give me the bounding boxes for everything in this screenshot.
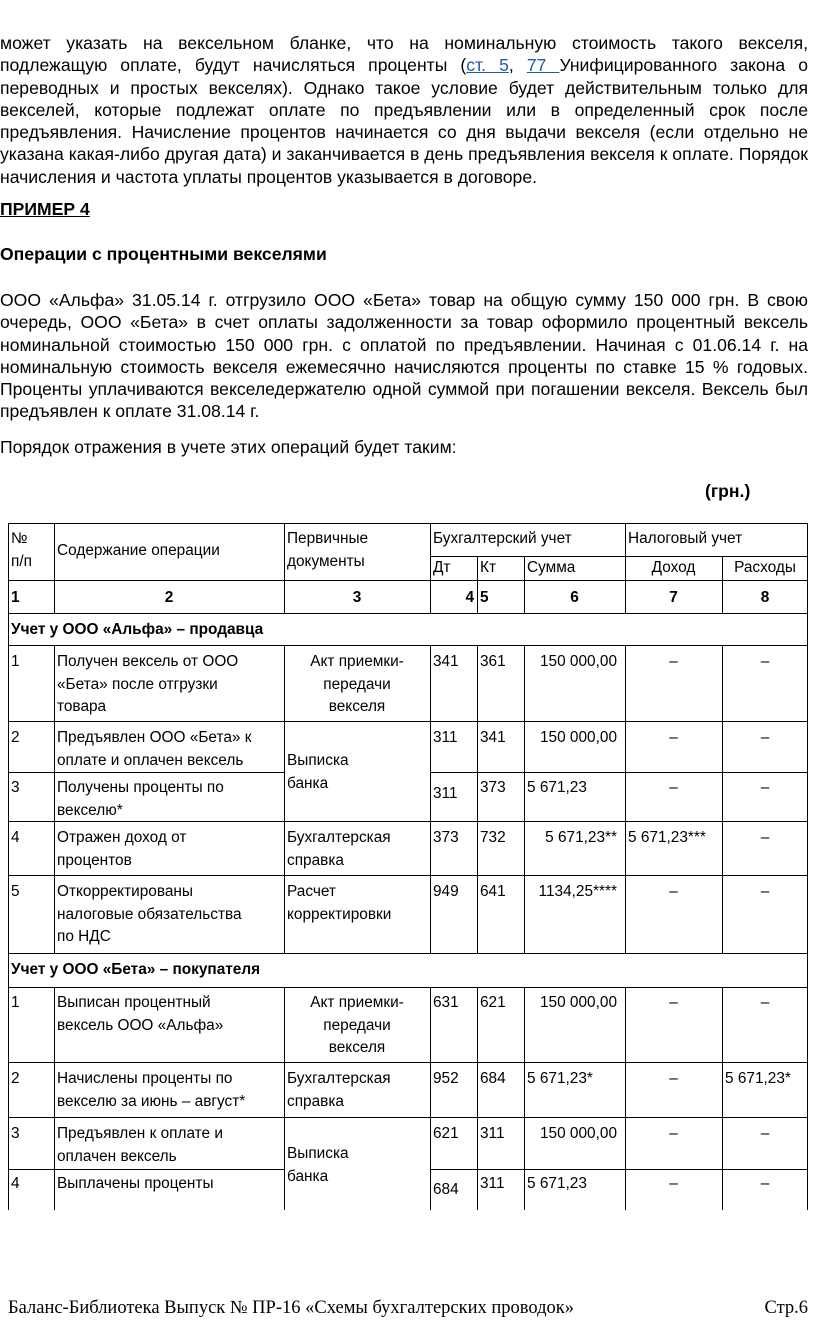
credit-account: 341	[480, 729, 506, 746]
tax-expense: –	[760, 729, 770, 746]
primary-documents: Бухгалтерская справка	[287, 829, 391, 869]
tax-income: –	[669, 1070, 678, 1087]
table-row-num: 4	[11, 829, 20, 846]
amount: 1134,25****	[538, 883, 617, 900]
debit-account: 311	[433, 729, 458, 746]
operation-content: Начислены проценты по векселю за июнь – август*	[57, 1070, 246, 1110]
footer-publication: Баланс-Библиотека Выпуск № ПР-16 «Схемы бухгалтерских проводок»	[8, 1298, 575, 1318]
tax-expense: 5 671,23*	[725, 1070, 791, 1087]
colnum-8: 8	[760, 589, 770, 606]
header-tax: Налоговый учет	[628, 530, 743, 547]
procedure-paragraph: Порядок отражения в учете этих операций будет таким:	[0, 437, 457, 457]
example-paragraph: ООО «Альфа» 31.05.14 г. отгрузило ООО «Бета» товар на общую сумму 150 000 грн. В свою очередь, ООО «Бета» в счет оплаты задолженности за товар оформило процентный вексель номинальной стоимостью 150 000 грн. с оплатой по предъявлении. Начиная с 01.06.14 г. на номинальную стоимость векселя ежемесячно начисляются проценты по ставке 15 % годовых. Проценты уплачиваются векселедержателю одной суммой при погашении векселя. Вексель был предъявлен к оплате 31.08.14 г.	[0, 290, 808, 422]
operation-content: Получен вексель от ООО «Бета» после отгрузки товара	[57, 653, 239, 716]
tax-expense: –	[760, 1125, 770, 1142]
table-row-num: 3	[11, 1125, 20, 1142]
primary-documents: Акт приемки- передачи векселя	[310, 994, 404, 1057]
header-accounting: Бухгалтерский учет	[433, 530, 572, 547]
table-row-num: 5	[11, 883, 20, 900]
operation-content: Откорректированы налоговые обязательства по НДС	[57, 883, 242, 946]
tax-income: –	[669, 1175, 678, 1192]
debit-account: 373	[433, 829, 459, 846]
table-row-num: 1	[11, 994, 20, 1011]
operation-content: Предъявлен к оплате и оплачен вексель	[57, 1125, 223, 1165]
colnum-1: 1	[11, 589, 20, 606]
colnum-3: 3	[352, 589, 362, 606]
table-row-num: 2	[11, 1070, 20, 1087]
intro-paragraph: может указать на вексельном бланке, что на номинальную стоимость такого векселя, подлежащую оплате, будут начисляться проценты (ст. 5, 77 Унифицированного закона о переводных и простых векселях). Однако такое условие будет действительным только для векселей, которые подлежат оплате по предъявлении или в определенный срок после предъявления. Начисление процентов начинается со дня выдачи векселя (если отдельно не указана какая-либо другая дата) и заканчивается в день предъявления векселя к оплате. Порядок начисления и частота уплаты процентов указывается в договоре.	[0, 33, 808, 187]
amount: 150 000,00	[539, 994, 617, 1011]
header-sum: Сумма	[527, 559, 576, 576]
tax-income: –	[669, 729, 678, 746]
primary-documents: Акт приемки- передачи векселя	[310, 653, 404, 716]
header-expense: Расходы	[734, 559, 796, 576]
tax-expense: –	[760, 883, 770, 900]
tax-expense: –	[760, 779, 770, 796]
debit-account: 949	[433, 883, 459, 900]
operation-content: Отражен доход от процентов	[57, 829, 187, 869]
tax-income: –	[669, 779, 678, 796]
tax-expense: –	[760, 829, 770, 846]
article-5-link[interactable]: ст. 5	[466, 55, 509, 76]
header-income: Доход	[651, 559, 696, 576]
colnum-6: 6	[570, 589, 579, 606]
operation-content: Выплачены проценты	[57, 1175, 214, 1192]
tax-income: –	[669, 1125, 678, 1142]
debit-account: 684	[433, 1181, 459, 1198]
amount: 150 000,00	[539, 653, 617, 670]
page-number: Стр.6	[764, 1298, 808, 1318]
credit-account: 621	[480, 994, 506, 1011]
tax-expense: –	[760, 994, 770, 1011]
amount: 5 671,23**	[545, 829, 617, 846]
tax-income: 5 671,23***	[628, 829, 706, 846]
credit-account: 361	[480, 653, 506, 670]
table-row-num: 4	[11, 1175, 20, 1192]
header-num: № п/п	[11, 530, 32, 570]
debit-account: 621	[433, 1125, 459, 1142]
table-row-num: 1	[11, 653, 20, 670]
tax-income: –	[669, 653, 678, 670]
debit-account: 952	[433, 1070, 459, 1087]
credit-account: 732	[480, 829, 506, 846]
credit-account: 684	[480, 1070, 506, 1087]
bank-statement-doc: Выписка банка	[287, 752, 349, 792]
section-buyer: Учет у ООО «Бета» – покупателя	[11, 961, 261, 978]
operation-content: Выписан процентный вексель ООО «Альфа»	[57, 994, 224, 1034]
tax-income: –	[669, 883, 678, 900]
header-docs: Первичные документы	[287, 530, 369, 570]
primary-documents: Бухгалтерская справка	[287, 1070, 391, 1110]
page-footer	[8, 1298, 808, 1319]
debit-account: 631	[433, 994, 459, 1011]
debit-account: 341	[433, 653, 459, 670]
header-content: Содержание операции	[57, 542, 220, 559]
currency-unit: (грн.)	[705, 481, 751, 501]
bank-statement-doc: Выписка банка	[287, 1145, 349, 1185]
example-subtitle: Операции с процентными векселями	[0, 244, 327, 264]
credit-account: 641	[480, 883, 506, 900]
header-kt: Кт	[480, 559, 497, 576]
tax-income: –	[669, 994, 678, 1011]
section-seller: Учет у ООО «Альфа» – продавца	[11, 621, 264, 638]
credit-account: 311	[480, 1125, 505, 1142]
amount: 5 671,23	[527, 1175, 587, 1192]
example-title: ПРИМЕР 4	[0, 199, 90, 219]
amount: 5 671,23	[527, 779, 587, 796]
colnum-2: 2	[164, 589, 174, 606]
table-row-num: 3	[11, 779, 20, 796]
amount: 5 671,23*	[527, 1070, 593, 1087]
credit-account: 311	[480, 1175, 505, 1192]
tax-expense: –	[760, 653, 770, 670]
header-dt: Дт	[433, 559, 451, 576]
article-77-link[interactable]: 77	[526, 55, 560, 76]
credit-account: 373	[480, 779, 506, 796]
amount: 150 000,00	[539, 1125, 617, 1142]
operation-content: Предъявлен ООО «Бета» к оплате и оплачен вексель	[57, 729, 252, 769]
tax-expense: –	[760, 1175, 770, 1192]
amount: 150 000,00	[539, 729, 617, 746]
table-row-num: 2	[11, 729, 20, 746]
debit-account: 311	[433, 785, 458, 802]
colnum-5: 5	[480, 589, 489, 606]
operation-content: Получены проценты по векселю*	[57, 779, 224, 819]
primary-documents: Расчет корректировки	[287, 883, 392, 923]
colnum-7: 7	[669, 589, 678, 606]
colnum-4: 4	[465, 589, 474, 606]
